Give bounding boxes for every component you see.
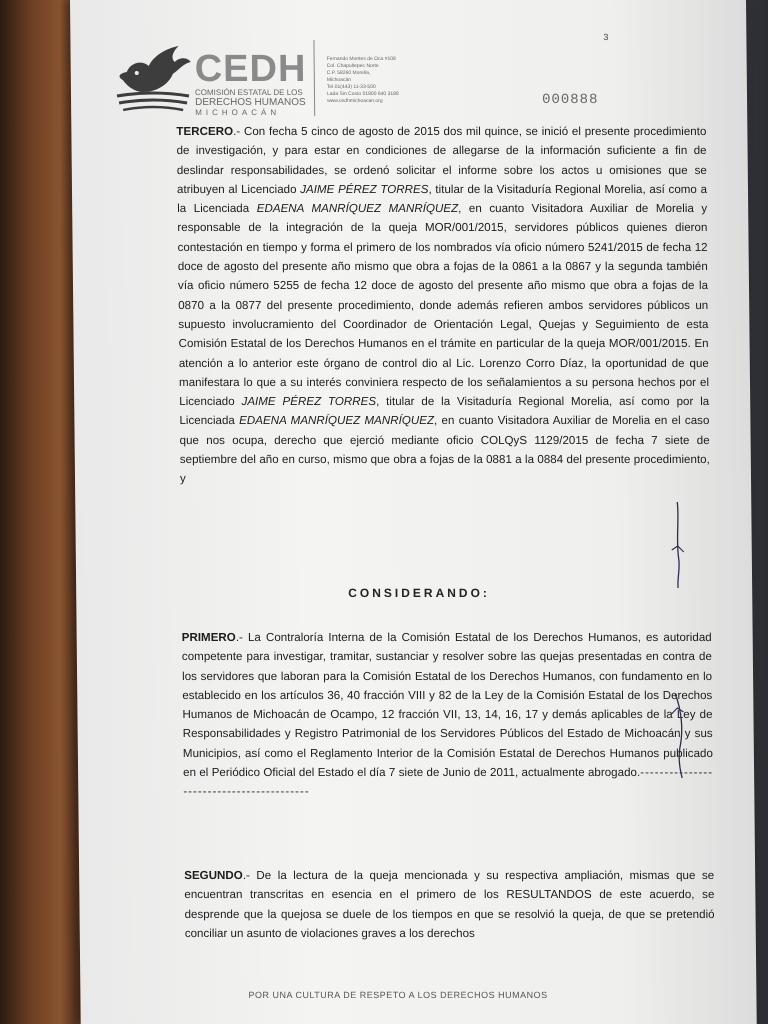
paragraph-text: .- Con fecha 5 cinco de agosto de 2015 dos mil quince, se inició el presente procedimiento de investigación, y para estar en condiciones de allegarse de la información suficiente a fin de deslindar responsabilidades, se ordenó solicitar el informe sobre los actos u omisiones que se atribuyen al Licenciado <box>176 125 707 196</box>
address-line: C.P. 58260 Morelia, <box>326 70 371 76</box>
folio-stamp: 000888 <box>541 92 599 108</box>
document-page <box>70 0 757 1024</box>
address-line: www.cedhmichoacan.org <box>327 98 383 104</box>
address-block <box>327 56 438 105</box>
paragraph-text: , titular de la Visitaduría Regional Morelia, así como por la Licenciada <box>179 395 710 428</box>
logo-subtitle-line: DERECHOS HUMANOS <box>195 97 306 108</box>
paragraph-text: .- La Contraloría Interna de la Comisión Estatal de los Derechos Humanos, es autoridad competente para investigar, tramitar, sustanciar y resolver sobre las quejas presentadas en contra de los servidores que laboran para la Comisión Estatal de los Derechos Humanos, con fundamento en lo establecido en los artículos 36, 40 fracción VIII y 82 de la Ley de la Comisión Estatal de los Derechos Humanos de Michoacán de Ocampo, 12 fracción VII, 13, 14, 16, 17 y demás aplicables de la Ley de Responsabilidades y Registro Patrimonial de los Servidores Públicos del Estado de Michoacán y sus Municipios, así como el Reglamento Interior de la Comisión Estatal de Derechos Humanos publicado en el Periódico Oficial del Estado el día 7 siete de Junio de 2011, actualmente abrogado. <box>181 631 713 780</box>
address-line: Michoacán <box>326 77 352 83</box>
paragraph-text: , titular de la Visitaduría Regional Morelia, así como a la Licenciada <box>177 182 708 216</box>
section-heading: CONSIDERANDO: <box>348 586 490 600</box>
address-line: Fernando Montes de Oca #108 <box>326 56 396 62</box>
pen-mark-icon <box>667 690 692 780</box>
person-name: EDAENA MANRÍQUEZ MANRÍQUEZ <box>256 202 459 216</box>
paragraph-text: .- De la lectura de la queja mencionada y su respectiva ampliación, mismas que se encuentran transcritas en esencia en el primero de los RESULTANDOS de este acuerdo, se desprende que la quejosa se duele de los tiempos en que se resolvió la queja, de que se pretendió conciliar un asunto de violaciones graves a los derechos <box>184 869 715 940</box>
paragraph-label: PRIMERO <box>181 631 236 644</box>
logo-wordmark: CEDH <box>194 48 307 90</box>
dove-hand-icon <box>112 40 193 118</box>
pen-mark-icon <box>665 500 690 590</box>
logo-subtitle <box>195 88 315 117</box>
address-line: Col. Chapultepec Norte <box>326 63 379 69</box>
paragraph-segundo <box>184 866 715 943</box>
person-name: EDAENA MANRÍQUEZ MANRÍQUEZ <box>239 414 435 428</box>
paragraph-text: , en cuanto Visitadora Auxiliar de Morelia en el caso que nos ocupa, derecho que ejerció mediante oficio COLQyS 1129/2015 de fecha 7 siete de septiembre del año en curso, mismo que obra a fojas de la 0881 a la 0884 del presente procedimiento, y <box>179 414 710 486</box>
person-name: JAIME PÉREZ TORRES <box>300 182 429 196</box>
paragraph-primero <box>182 628 714 802</box>
cedh-logo <box>112 40 313 118</box>
person-name: JAIME PÉREZ TORRES <box>241 395 377 409</box>
page-number: 3 <box>603 32 609 42</box>
header-divider <box>313 40 315 116</box>
paragraph-text: , en cuanto Visitadora Auxiliar de Morelia y responsable de la integración de la queja MOR/001/2015, servidores públicos quienes dieron contestación en tiempo y forma el primero de los nombrados vía oficio número 5241/2015 de fecha 12 doce de agosto del presente año mismo que obra a fojas de la 0861 a la 0867 y la segunda también vía oficio número 5255 de fecha 12 doce de agosto del presente año mismo que obra a fojas de la 0870 a la 0877 del presente procedimiento, donde además refieren ambos servidores públicos un supuesto involucramiento del Coordinador de Orientación Legal, Quejas y Seguimiento de esta Comisión Estatal de los Derechos Humanos en el trámite en particular de la queja MOR/001/2015. En atención a lo anterior este órgano de control dio al Lic. Lorenzo Corro Díaz, la oportunidad de que manifestara lo que a su interés conviniera respecto de los señalamientos a su persona hechos por el Licenciado <box>177 202 710 409</box>
footer-slogan: POR UNA CULTURA DE RESPETO A LOS DERECHOS HUMANOS <box>248 990 548 1000</box>
logo-subtitle-line: MICHOACÁN <box>195 108 281 117</box>
paragraph-tercero <box>176 122 710 489</box>
paragraph-label: TERCERO <box>176 125 234 138</box>
paragraph-label: SEGUNDO <box>184 869 243 882</box>
address-line: Tel.01(443) 11-33-500 <box>326 84 376 90</box>
address-line: Lada Sin Costo 01800 640 3188 <box>326 91 399 97</box>
dash-fill: ----------------------------------------- <box>183 766 714 799</box>
logo-subtitle-line: COMISIÓN ESTATAL DE LOS <box>194 88 303 97</box>
